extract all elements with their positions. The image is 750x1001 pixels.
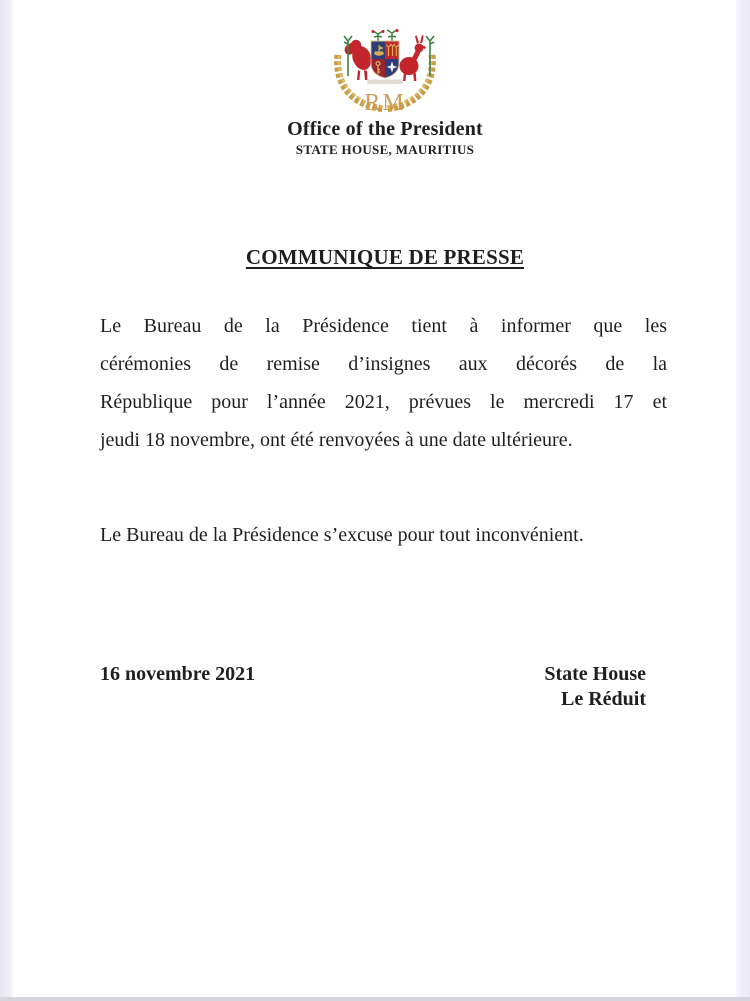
organization-name: Office of the President — [287, 118, 483, 140]
body-line: cérémonies de remise d’insignes aux décorés de la — [100, 353, 667, 375]
sugar-cane-left-icon — [344, 36, 352, 76]
body-line: jeudi 18 novembre, ont été renvoyées à une date ultérieure. — [100, 429, 573, 451]
motto-scroll-icon — [367, 80, 403, 85]
body-paragraph-1 — [100, 307, 667, 459]
deer-icon — [400, 35, 427, 81]
page-edge-left — [0, 0, 13, 1001]
body-line: Le Bureau de la Présidence tient à informer que les — [100, 315, 667, 337]
footer-date: 16 novembre 2021 — [100, 663, 256, 685]
footer-place-line2: Le Réduit — [561, 688, 646, 710]
document-title: COMMUNIQUE DE PRESSE — [245, 245, 525, 269]
rm-monogram: RM — [364, 90, 406, 114]
body-paragraph-2: Le Bureau de la Présidence s’excuse pour tout inconvénient. — [100, 524, 584, 546]
shield-icon — [371, 41, 399, 78]
footer-place-line1: State House — [544, 663, 646, 685]
palm-crest-icon — [372, 29, 399, 41]
footer-place — [544, 662, 646, 712]
page-edge-bottom — [0, 997, 750, 1001]
organization-address: STATE HOUSE, MAURITIUS — [295, 142, 475, 157]
mauritius-coat-of-arms-icon — [331, 28, 439, 114]
body-line: République pour l’année 2021, prévues le mercredi 17 et — [100, 391, 667, 413]
